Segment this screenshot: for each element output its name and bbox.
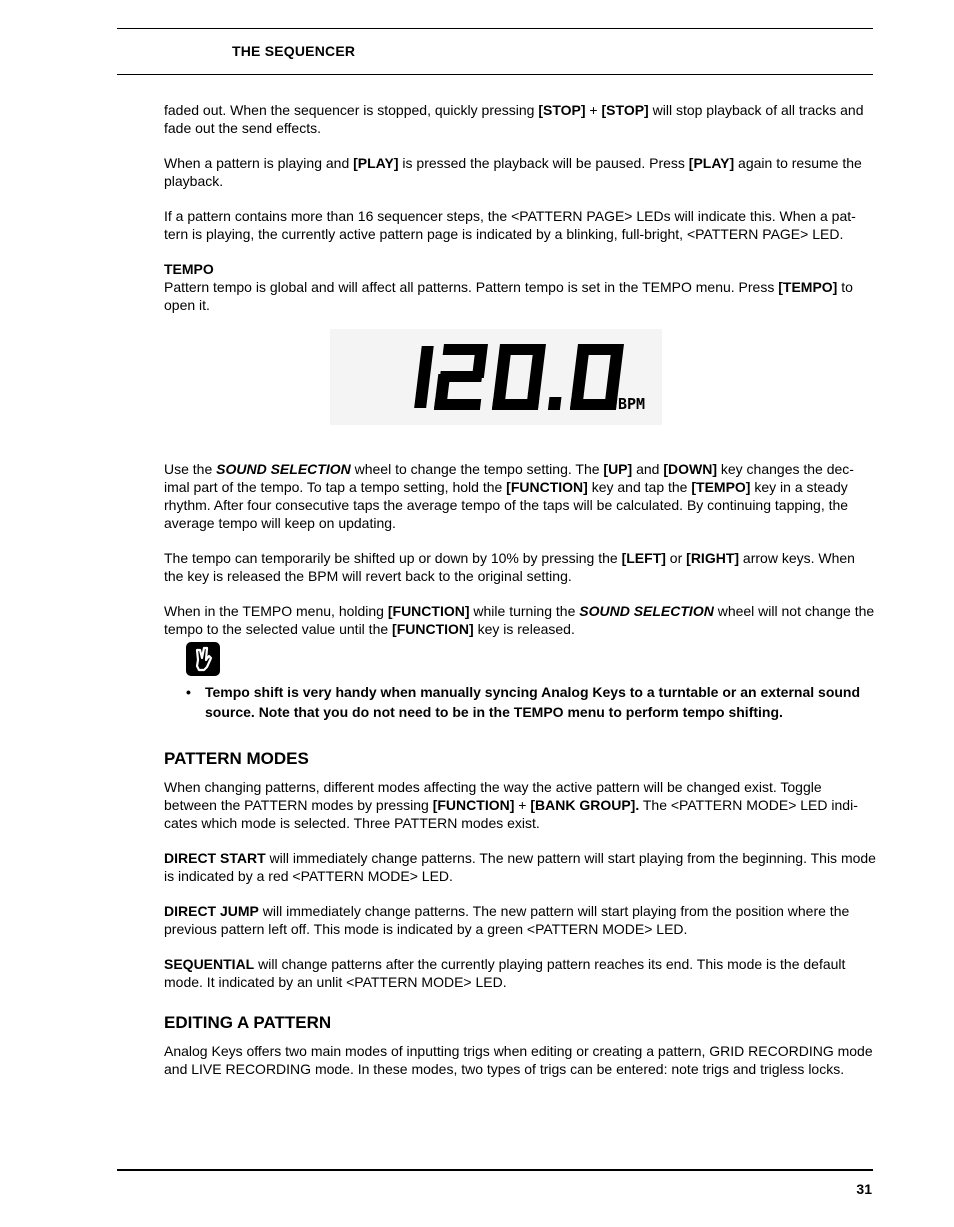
pattern-modes-heading: PATTERN MODES — [164, 749, 309, 768]
page-number: 31 — [856, 1181, 872, 1197]
bullet-glyph: • — [186, 684, 191, 700]
paragraph-sound-selection: Use the SOUND SELECTION wheel to change the tempo setting. The [UP] and [DOWN] key changes the dec-imal part of the tempo. To tap a tempo setting, hold the [FUNCTION] key and tap the [TEMPO] key in a steady rhythm. After four consecutive taps the average tempo of the taps will be calculated. By continuing tapping, the average tempo will keep on updating. — [164, 461, 854, 531]
paragraph-tempo-intro: Pattern tempo is global and will affect all patterns. Pattern tempo is set in the TEMPO menu. Press [TEMPO] to open it. — [164, 279, 853, 313]
lcd-decimal-point — [548, 397, 562, 410]
body-text-lower — [164, 749, 876, 1095]
paragraph-play: When a pattern is playing and [PLAY] is pressed the playback will be paused. Press [PLAY] again to resume the playback. — [164, 155, 862, 189]
tip-note — [186, 682, 886, 722]
running-header: THE SEQUENCER — [232, 43, 356, 59]
paragraph-editing: Analog Keys offers two main modes of inputting trigs when editing or creating a pattern, GRID RECORDING mode and LIVE RECORDING mode. In these modes, two types of trigs can be entered: note trigs and trigless locks. — [164, 1043, 873, 1077]
tempo-heading: TEMPO — [164, 261, 214, 277]
paragraph-direct-jump: DIRECT JUMP will immediately change patterns. The new pattern will start playing from the position where the previous pattern left off. This mode is indicated by a green <PATTERN MODE> LED. — [164, 903, 850, 937]
tempo-lcd-display — [330, 329, 662, 425]
editing-pattern-heading: EDITING A PATTERN — [164, 1013, 332, 1032]
hand-tip-icon — [186, 642, 220, 676]
paragraph-tempo-shift: The tempo can temporarily be shifted up or down by 10% by pressing the [LEFT] or [RIGHT] arrow keys. When the key is released the BPM will revert back to the original setting. — [164, 550, 855, 584]
paragraph-sequential: SEQUENTIAL will change patterns after the currently playing pattern reaches its end. This mode is the default mode. It indicated by an unlit <PATTERN MODE> LED. — [164, 956, 846, 990]
paragraph-stop: faded out. When the sequencer is stopped, quickly pressing [STOP] + [STOP] will stop playback of all tracks and fade out the send effects. — [164, 102, 864, 136]
header-rule-top — [117, 28, 873, 29]
paragraph-pattern-modes: When changing patterns, different modes affecting the way the active pattern will be changed exist. Toggle between the PATTERN modes by pressing [FUNCTION] + [BANK GROUP]. The <PATTERN MODE> LED indi-cates which mode is selected. Three PATTERN modes exist. — [164, 779, 858, 831]
header-rule-bottom — [117, 74, 873, 75]
paragraph-tempo-function: When in the TEMPO menu, holding [FUNCTION] while turning the SOUND SELECTION wheel will not change the tempo to the selected value until the [FUNCTION] key is released. — [164, 603, 875, 637]
footer-rule — [117, 1169, 873, 1171]
tempo-display-figure — [164, 329, 876, 460]
paragraph-pattern-page: If a pattern contains more than 16 sequencer steps, the <PATTERN PAGE> LEDs will indicate this. When a pat-tern is playing, the currently active pattern page is indicated by a blinking, full-bright, <PATTERN PAGE> LED. — [164, 208, 856, 242]
lcd-unit-label: BPM — [618, 395, 646, 413]
paragraph-direct-start: DIRECT START will immediately change patterns. The new pattern will start playing from the beginning. This mode is indicated by a red <PATTERN MODE> LED. — [164, 850, 876, 884]
tip-note-text: Tempo shift is very handy when manually syncing Analog Keys to a turntable or an external sound source. Note that you do not need to be in the TEMPO menu to perform tempo shifting. — [205, 684, 861, 720]
body-text-upper — [164, 101, 876, 655]
